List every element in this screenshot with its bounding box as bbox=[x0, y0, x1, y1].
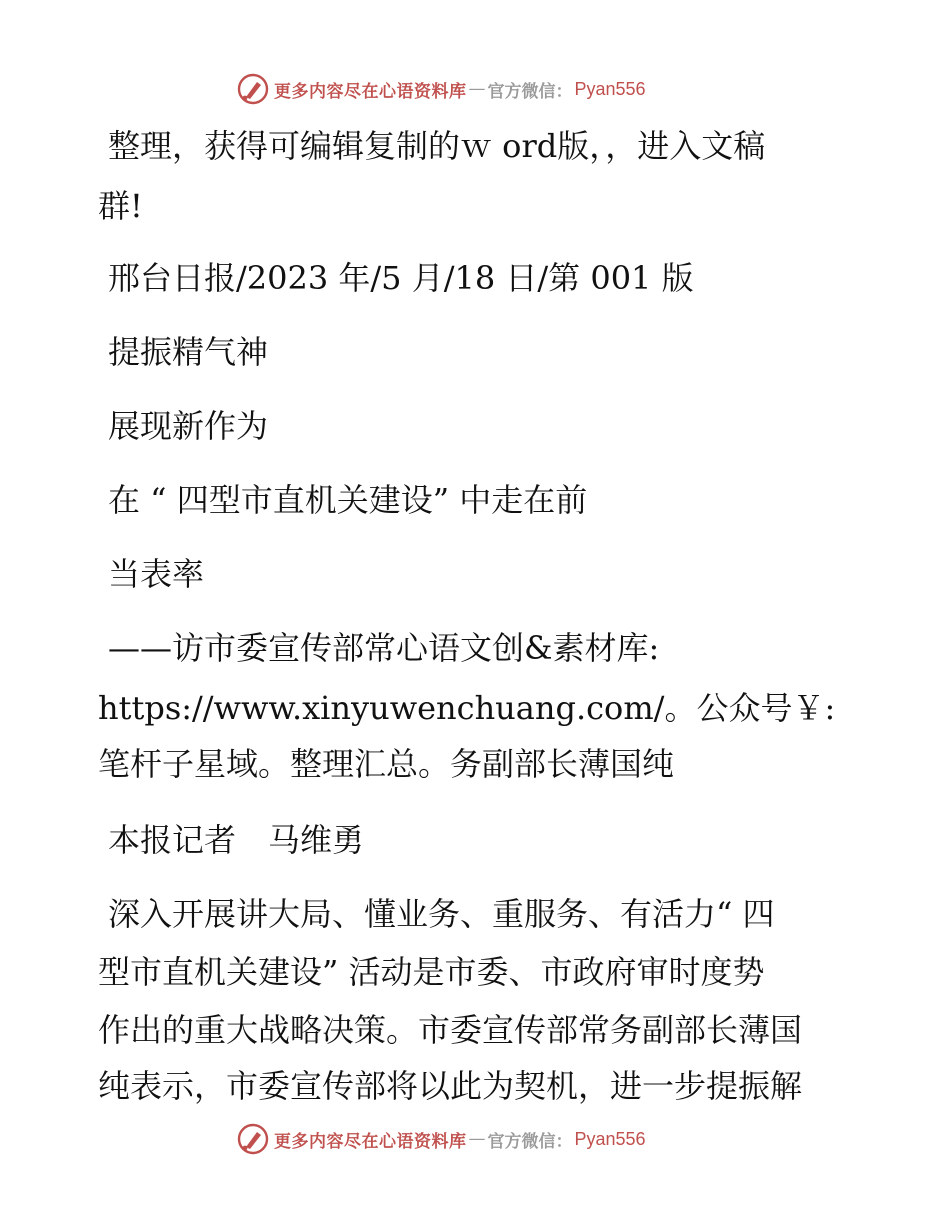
footer-watermark bbox=[236, 1121, 646, 1157]
intro-line-1: 整理，获得可编辑复制的ｗ ord版，，进入文稿 bbox=[108, 127, 766, 165]
watermark-main-text: 更多内容尽在心语资料库 bbox=[274, 81, 467, 102]
quill-logo-icon bbox=[236, 1122, 270, 1156]
watermark-id: Pyan556 bbox=[574, 78, 646, 99]
quill-logo-icon bbox=[236, 72, 270, 106]
dateline: 邢台日报/2023 年/5 月/18 日/第 001 版 bbox=[108, 259, 694, 297]
body-line-1: 深入开展讲大局、懂业务、重服务、有活力“ 四 bbox=[108, 895, 775, 933]
headline-4: 当表率 bbox=[108, 555, 205, 593]
headline-3: 在 “ 四型市直机关建设” 中走在前 bbox=[108, 481, 588, 519]
watermark-label: 官方微信： bbox=[487, 1131, 573, 1152]
headline-1: 提振精气神 bbox=[108, 333, 269, 371]
body-line-2: 型市直机关建设” 活动是市委、市政府审时度势 bbox=[98, 953, 765, 991]
body-line-4: 纯表示，市委宣传部将以此为契机，进一步提振解 bbox=[98, 1067, 803, 1105]
subtitle-line-1: ——访市委宣传部常心语文创&素材库: bbox=[108, 629, 660, 667]
body-line-3: 作出的重大战略决策。市委宣传部常务副部长薄国 bbox=[98, 1011, 803, 1049]
watermark-id: Pyan556 bbox=[574, 1128, 646, 1149]
subtitle-line-3: 笔杆子星域。整理汇总。务副部长薄国纯 bbox=[98, 745, 675, 783]
intro-line-2: 群! bbox=[98, 187, 143, 225]
watermark-separator: — bbox=[468, 1129, 486, 1149]
header-watermark bbox=[236, 71, 646, 107]
headline-2: 展现新作为 bbox=[108, 407, 269, 445]
watermark-label: 官方微信： bbox=[487, 81, 573, 102]
watermark-main-text: 更多内容尽在心语资料库 bbox=[274, 1131, 467, 1152]
watermark-separator: — bbox=[468, 79, 486, 99]
subtitle-line-2: https://www.xinyuwenchuang.com/。公众号￥: bbox=[98, 689, 836, 727]
byline: 本报记者 马维勇 bbox=[108, 821, 365, 859]
